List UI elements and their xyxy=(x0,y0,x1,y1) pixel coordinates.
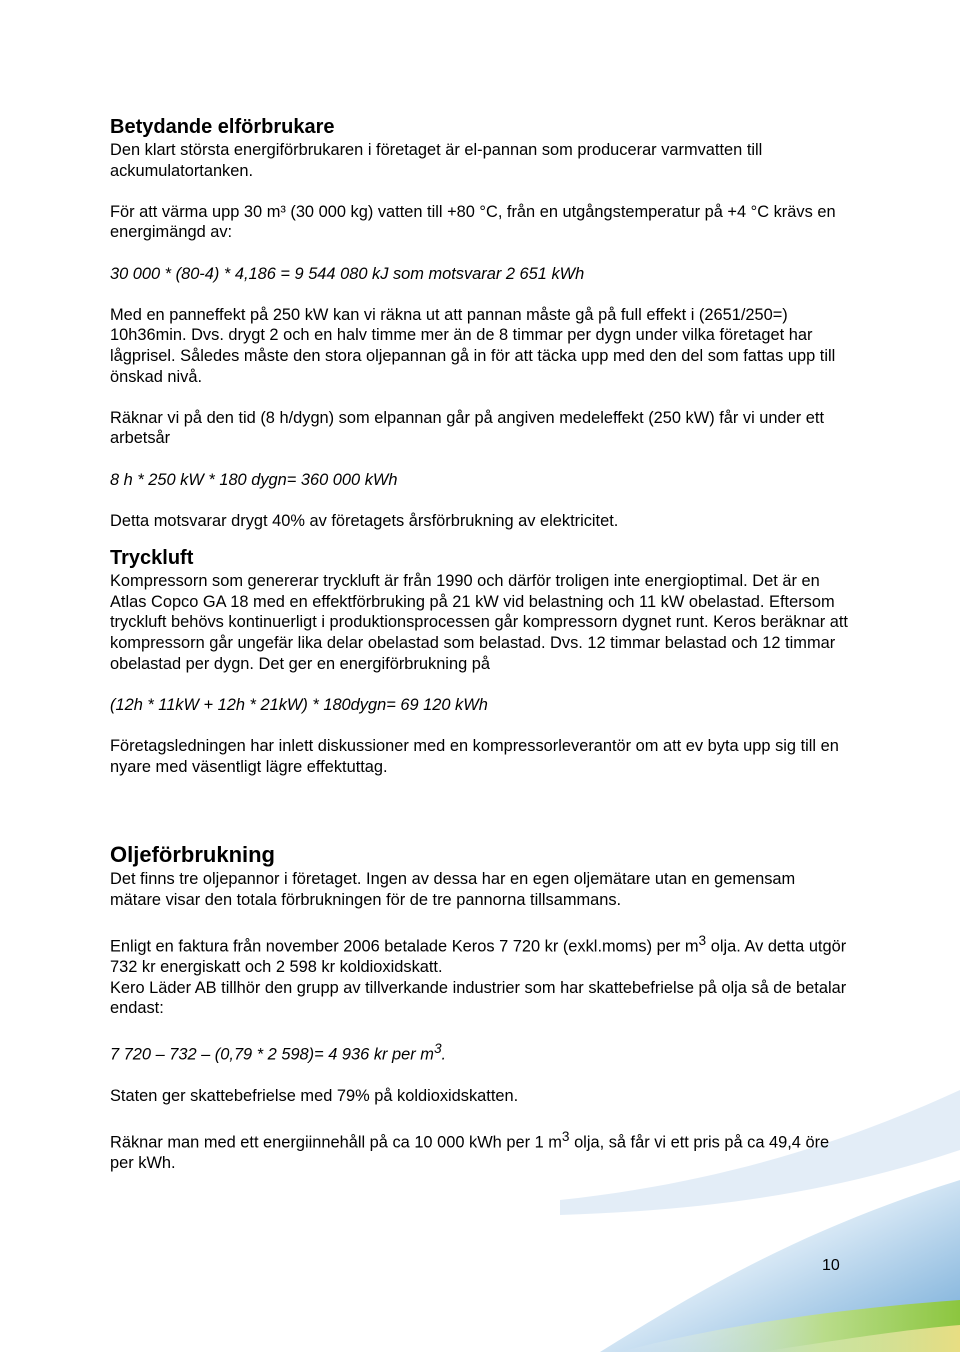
paragraph: Staten ger skattebefrielse med 79% på koldioxidskatten. xyxy=(110,1087,519,1106)
paragraph: Räknar vi på den tid (8 h/dygn) som elpannan går på angiven medeleffekt (250 kW) får vi under ett arbetsår xyxy=(110,408,825,448)
superscript: 3 xyxy=(698,933,707,948)
formula-suffix: som motsvarar 2 651 kWh xyxy=(388,264,585,283)
paragraph: Kompressorn som genererar tryckluft är från 1990 och därför troligen inte energioptimal. Det är en Atlas Copco GA 18 med en effektförbruking på 21 kW vid belastning och 11 kW obelastad. Eftersom tryckluft behövs kontinuerligt i produktionsprocessen går kompressorn dygnet runt. Keros beräknar att kompressorn går ungefär lika delar obelastad som belastad. Dvs. 12 timmar belastad och 12 timmar obelastad per dygn. Det ger en energiförbrukning på xyxy=(110,572,848,673)
formula xyxy=(110,1039,850,1065)
text-run: . xyxy=(441,1045,447,1064)
paragraph: Det finns tre oljepannor i företaget. Ingen av dessa har en egen oljemätare utan en gemensam mätare visar den totala förbrukningen för de tre pannorna tillsammans. xyxy=(110,870,796,909)
page-number: 10 xyxy=(822,1257,840,1274)
superscript: 3 xyxy=(433,1041,442,1057)
paragraph xyxy=(110,1127,850,1174)
text-run: olja. Av detta utgör 732 kr energiskatt och 2 598 kr koldioxidskatt. xyxy=(110,937,847,977)
paragraph: För att värma upp 30 m³ (30 000 kg) vatten till +80 °C, från en utgångstemperatur på +4 °C krävs en energimängd av: xyxy=(110,202,836,242)
heading-elforbrukare: Betydande elförbrukare xyxy=(110,116,335,138)
superscript: 3 xyxy=(561,1129,570,1145)
paragraph: Detta motsvarar drygt 40% av företagets årsförbrukning av elektricitet. xyxy=(110,511,619,530)
paragraph: Med en panneffekt på 250 kW kan vi räkna ut att pannan måste gå på full effekt i (2651/250=) 10h36min. Dvs. drygt 2 och en halv timme mer än de 8 timmar per dygn under vilka företaget har lågprisel. Således måste den stora oljepannan gå in för att täcka upp med den del som fattas upp till önskad nivå. xyxy=(110,305,836,386)
document-content xyxy=(110,114,850,1174)
formula-line xyxy=(110,264,850,285)
formula: 8 h * 250 kW * 180 dygn= 360 000 kWh xyxy=(110,470,398,489)
text-run: olja, så får vi ett pris på ca 49,4 öre per kWh. xyxy=(110,1133,830,1173)
text-run: Enligt en faktura från november 2006 betalade Keros 7 720 kr (exkl.moms) per m xyxy=(110,937,699,956)
text-run: 7 720 – 732 – (0,79 * 2 598)= 4 936 kr per m xyxy=(110,1045,434,1064)
formula: (12h * 11kW + 12h * 21kW) * 180dygn= 69 120 kWh xyxy=(110,695,488,714)
heading-oljeforbrukning: Oljeförbrukning xyxy=(110,842,275,868)
formula: 30 000 * (80-4) * 4,186 = 9 544 080 kJ xyxy=(110,264,389,283)
text-run: Räknar man med ett energiinnehåll på ca 10 000 kWh per 1 m xyxy=(110,1133,562,1152)
paragraph: Företagsledningen har inlett diskussioner med en kompressorleverantör om att ev byta upp sig till en nyare med väsentligt lägre effektuttag. xyxy=(110,737,839,776)
paragraph: Den klart största energiförbrukaren i företaget är el-pannan som producerar varmvatten till ackumulatortanken. xyxy=(110,141,763,180)
paragraph xyxy=(110,931,850,978)
heading-tryckluft: Tryckluft xyxy=(110,547,194,570)
paragraph: Kero Läder AB tillhör den grupp av tillverkande industrier som har skattebefrielse på olja så de betalar endast: xyxy=(110,978,847,1018)
